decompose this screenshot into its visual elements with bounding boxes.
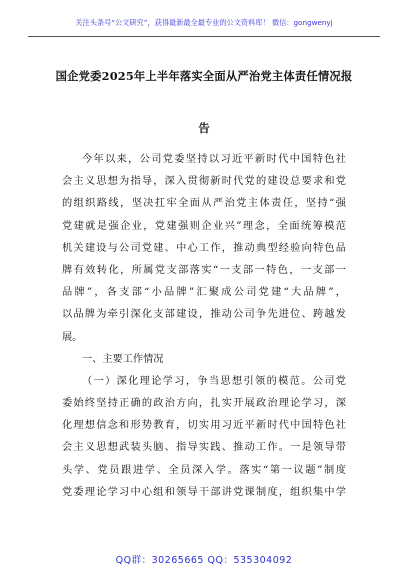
paragraph-line: 牌有效转化，所属党支部落实“一支部一特色，一支部一 xyxy=(62,264,346,276)
paragraph-line: 头学、党员跟进学、全员深入学。落实“第一议题”制度 xyxy=(62,464,346,476)
paragraph-line: 化理想信念和形势教育，切实用习近平新时代中国特色社 xyxy=(62,420,346,432)
section-heading: 一、主要工作情况 xyxy=(82,353,164,365)
document-body xyxy=(62,149,346,504)
paragraph-line: 会主义思想武装头脑、指导实践、推动工作。一是领导带 xyxy=(62,442,346,454)
paragraph-line: （一）深化理论学习，争当思想引领的模范。公司党 xyxy=(82,375,346,387)
paragraph-line: 党委理论学习中心组和领导干部讲党课制度，组织集中学 xyxy=(62,486,346,498)
document-title-continued: 告 xyxy=(198,121,210,135)
paragraph-line: 展。 xyxy=(62,331,83,343)
paragraph-line: 今年以来，公司党委坚持以习近平新时代中国特色社 xyxy=(82,154,346,165)
paragraph-line: 党建就是强企业，党建强则企业兴”理念，全面统筹模范 xyxy=(62,220,346,232)
paragraph-line: 以品牌为牵引深化支部建设，推动公司争先进位、跨越发 xyxy=(62,309,346,321)
paragraph-line: 机关建设与公司党建、中心工作，推动典型经验向特色品 xyxy=(62,242,346,254)
paragraph-line: 委始终坚持正确的政治方向，扎实开展政治理论学习，深 xyxy=(62,398,346,410)
top-banner: 关注头条号“公文研究”，获得最新最全最专业的公文资料库！ 微信：gongwenyj xyxy=(75,18,333,27)
paragraph-line: 会主义思想为指导，深入贯彻新时代党的建设总要求和党 xyxy=(62,176,346,188)
paragraph-line: 品牌”，各支部“小品牌”汇聚成公司党建“大品牌”， xyxy=(62,287,346,299)
footer-contacts: QQ群：30265665 QQ：535304092 xyxy=(115,555,293,566)
document-title: 国企党委2025年上半年落实全面从严治党主体责任情况报 xyxy=(55,69,353,83)
paragraph-line: 的组织路线，坚决扛牢全面从严治党主体责任，坚持“强 xyxy=(62,198,346,210)
header-divider xyxy=(28,36,380,37)
